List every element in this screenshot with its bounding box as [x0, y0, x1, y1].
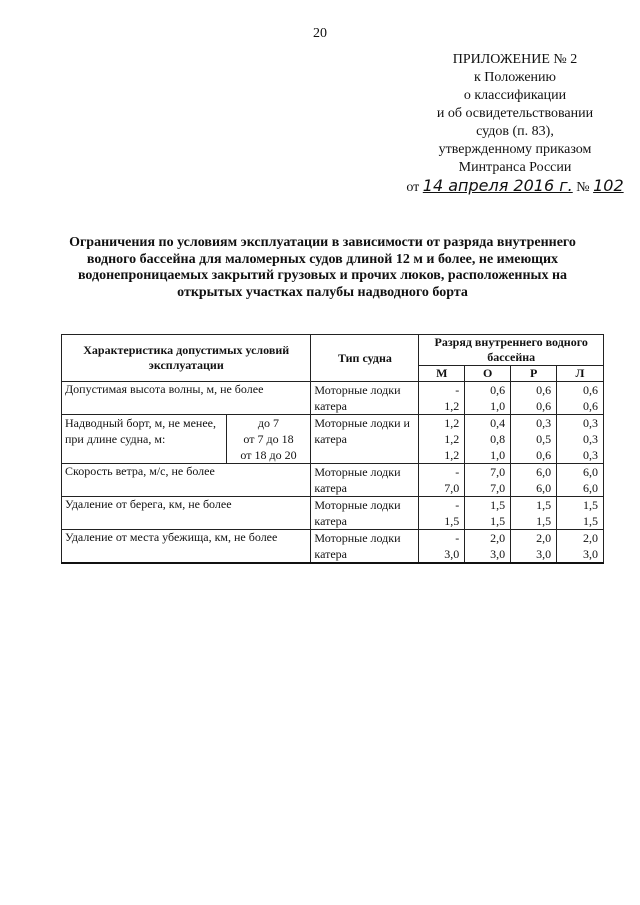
value: 2,0	[583, 531, 598, 545]
vessel-type-line: катера	[314, 432, 347, 446]
appendix-line: о классификации	[463, 88, 567, 103]
row-lengths	[226, 415, 311, 464]
appendix-line: Минтранса России	[458, 160, 572, 175]
value-cell	[419, 415, 465, 464]
value: 3,0	[583, 547, 598, 561]
row-characteristic: Надводный борт, м, не менее, при длине судна, м:	[62, 415, 227, 464]
row-vessel-type	[311, 464, 419, 497]
value-cell	[465, 497, 511, 530]
value: 7,0	[490, 481, 506, 495]
value: 0,3	[583, 432, 598, 446]
document-title: Ограничения по условиям эксплуатации в зависимости от разряда внутреннего водного бассейна для маломерных судов длиной 12 м и более, не имеющих водонепроницаемых закрытий грузовых и прочих люков, расположенных на открытых участках палубы надводного борта	[69, 235, 576, 300]
vessel-type-line: катера	[314, 514, 347, 528]
table-row	[62, 497, 604, 530]
value: 1,5	[490, 498, 506, 512]
header-characteristic: Характеристика допустимых условий эксплуатации	[62, 335, 311, 382]
value: 3,0	[444, 547, 460, 561]
table-row	[62, 530, 604, 564]
appendix-title: ПРИЛОЖЕНИЕ № 2	[452, 52, 578, 67]
value: 0,6	[583, 383, 598, 397]
header-vessel-type: Тип судна	[311, 335, 419, 382]
vessel-type-line: Моторные лодки	[314, 383, 401, 397]
header-category-l: Л	[557, 366, 604, 382]
vessel-type-line: Моторные лодки и	[314, 416, 410, 430]
row-characteristic: Допустимая высота волны, м, не более	[62, 382, 311, 415]
vessel-type-line: Моторные лодки	[314, 531, 401, 545]
vessel-type-line: Моторные лодки	[314, 498, 401, 512]
approval-number-handwritten: 102	[593, 176, 624, 195]
header-basin-category: Разряд внутреннего водного бассейна	[419, 335, 604, 366]
value: 0,3	[583, 448, 598, 462]
value-cell	[557, 530, 604, 564]
value: 1,5	[490, 514, 506, 528]
value: 6,0	[583, 481, 598, 495]
value-cell	[557, 464, 604, 497]
length-range: от 18 до 20	[240, 448, 297, 462]
value: 0,6	[536, 448, 552, 462]
vessel-type-line: катера	[314, 547, 347, 561]
appendix-line: судов (п. 83),	[476, 124, 554, 139]
value: 3,0	[490, 547, 506, 561]
value-cell	[557, 497, 604, 530]
value: 1,5	[583, 498, 598, 512]
row-vessel-type	[311, 382, 419, 415]
value: 7,0	[444, 481, 460, 495]
value: 0,6	[536, 383, 552, 397]
table-row	[62, 382, 604, 415]
header-category-o: О	[465, 366, 511, 382]
value-cell	[419, 382, 465, 415]
value-cell	[465, 464, 511, 497]
value: 2,0	[536, 531, 552, 545]
value: 1,0	[490, 448, 506, 462]
value-cell	[419, 497, 465, 530]
value: 2,0	[490, 531, 506, 545]
value-cell	[419, 464, 465, 497]
header-category-r: Р	[511, 366, 557, 382]
value: -	[455, 498, 460, 512]
value-cell	[557, 415, 604, 464]
value: 1,2	[444, 448, 460, 462]
row-vessel-type	[311, 497, 419, 530]
approval-prefix: от	[406, 180, 420, 195]
value-cell	[465, 382, 511, 415]
value-cell	[511, 497, 557, 530]
approval-number-label: №	[576, 180, 590, 195]
value: 1,0	[490, 399, 506, 413]
value: 0,3	[536, 416, 552, 430]
value: 7,0	[490, 465, 506, 479]
value: 6,0	[583, 465, 598, 479]
length-range: от 7 до 18	[243, 432, 294, 446]
length-range: до 7	[257, 416, 280, 430]
value: 1,5	[536, 498, 552, 512]
value: 1,5	[583, 514, 598, 528]
row-vessel-type	[311, 530, 419, 564]
row-vessel-type	[311, 415, 419, 464]
vessel-type-line: катера	[314, 481, 347, 495]
value: 1,2	[444, 399, 460, 413]
vessel-type-line: Моторные лодки	[314, 465, 401, 479]
value-cell	[511, 415, 557, 464]
value-cell	[511, 382, 557, 415]
value-cell	[465, 415, 511, 464]
value-cell	[511, 530, 557, 564]
value: 3,0	[536, 547, 552, 561]
value: 0,6	[490, 383, 506, 397]
value-cell	[419, 530, 465, 564]
row-characteristic: Удаление от места убежища, км, не более	[62, 530, 311, 564]
vessel-type-line: катера	[314, 399, 347, 413]
value: 0,3	[583, 416, 598, 430]
value: 0,6	[583, 399, 598, 413]
value: 1,5	[536, 514, 552, 528]
limits-table	[61, 334, 604, 564]
value-cell	[465, 530, 511, 564]
value: 1,5	[444, 514, 460, 528]
row-characteristic: Удаление от берега, км, не более	[62, 497, 311, 530]
table-row	[62, 464, 604, 497]
page-number: 20	[313, 26, 327, 41]
approval-line	[400, 177, 630, 197]
value: 0,4	[490, 416, 506, 430]
value: 0,5	[536, 432, 552, 446]
appendix-line: и об освидетельствовании	[436, 106, 594, 121]
value: 0,6	[536, 399, 552, 413]
approval-date-handwritten: 14 апреля 2016 г.	[422, 176, 573, 195]
value: 6,0	[536, 465, 552, 479]
value: 1,2	[444, 432, 460, 446]
value: 1,2	[444, 416, 460, 430]
header-category-m: М	[419, 366, 465, 382]
appendix-line: к Положению	[473, 70, 556, 85]
value: 6,0	[536, 481, 552, 495]
appendix-header	[400, 51, 630, 197]
value: -	[455, 531, 460, 545]
table-row	[62, 415, 604, 464]
appendix-line: утвержденному приказом	[438, 142, 592, 157]
value-cell	[557, 382, 604, 415]
value: 0,8	[490, 432, 506, 446]
value: -	[455, 383, 460, 397]
row-characteristic: Скорость ветра, м/с, не более	[62, 464, 311, 497]
value-cell	[511, 464, 557, 497]
value: -	[455, 465, 460, 479]
